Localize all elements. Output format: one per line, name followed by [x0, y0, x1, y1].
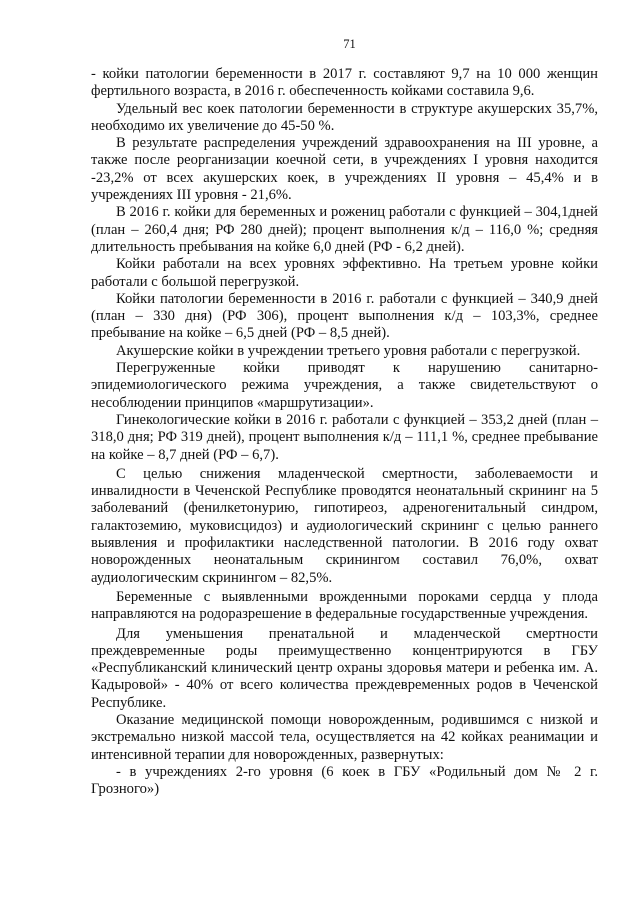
paragraph: Койки работали на всех уровнях эффективно. На третьем уровне койки работали с большой перегрузкой. [91, 256, 598, 290]
paragraph: Для уменьшения пренатальной и младенческой смертности преждевременные роды преимущественно концентрируются в ГБУ «Республиканский клинический центр охраны здоровья матери и ребенка им. А. Кадыровой» - 40% от всего количества преждевременных родов в Чеченской Республике. [91, 625, 598, 711]
paragraph: - в учреждениях 2-го уровня (6 коек в ГБУ «Родильный дом № 2 г. Грозного») [91, 763, 598, 798]
body-text [91, 66, 598, 798]
paragraph: В 2016 г. койки для беременных и рожениц работали с функцией – 304,1дней (план – 260,4 дня; РФ 280 дней); процент выполнения к/д – 116,0 %; средняя длительность пребывания на койке 6,0 дней (РФ - 6,2 дней). [91, 204, 598, 255]
paragraph: Акушерские койки в учреждении третьего уровня работали с перегрузкой. [116, 342, 581, 359]
paragraph: Перегруженные койки приводят к нарушению санитарно-эпидемиологического режима учреждения, а также свидетельствуют о несоблюдении принципов «маршрутизации». [91, 360, 598, 411]
paragraph: С целью снижения младенческой смертности, заболеваемости и инвалидности в Чеченской Республике проводятся неонатальный скрининг на 5 заболеваний (фенилкетонурию, гипотиреоз, адреногенитальный синдром, галактоземию, муковисцидоз) и аудиологический скрининг с целью раннего выявления и профилактики наследственной патологии. В 2016 году охват новорожденных неонатальным скринингом составил 76,0%, охват аудиологическим скринингом – 82,5%. [91, 465, 598, 586]
paragraph: В результате распределения учреждений здравоохранения на III уровне, а также после реорганизации коечной сети, в учреждениях I уровня находится -23,2% от всех акушерских коек, в учреждениях II уровня – 45,4% и в учреждениях III уровня - 21,6%. [91, 135, 598, 204]
paragraph: Гинекологические койки в 2016 г. работали с функцией – 353,2 дней (план – 318,0 дня; РФ 319 дней), процент выполнения к/д – 111,1 %, среднее пребывание на койке – 8,7 дней (РФ – 6,7). [91, 411, 598, 463]
paragraph: Беременные с выявленными врожденными пороками сердца у плода направляются на родоразрешение в федеральные государственные учреждения. [91, 588, 598, 623]
paragraph: - койки патологии беременности в 2017 г. составляют 9,7 на 10 000 женщин фертильного возраста, в 2016 г. обеспеченность койками составила 9,6. [91, 66, 598, 100]
page-number: 71 [343, 37, 356, 51]
paragraph: Койки патологии беременности в 2016 г. работали с функцией – 340,9 дней (план – 330 дня) (РФ 306), процент выполнения к/д – 103,3%, среднее пребывание на койке – 6,5 дней (РФ – 8,5 дней). [91, 290, 598, 342]
paragraph: Оказание медицинской помощи новорожденным, родившимся с низкой и экстремально низкой массой тела, осуществляется на 42 койках реанимации и интенсивной терапии для новорожденных, развернутых: [91, 711, 598, 763]
paragraph: Удельный вес коек патологии беременности в структуре акушерских 35,7%, необходимо их увеличение до 45-50 %. [91, 100, 598, 134]
